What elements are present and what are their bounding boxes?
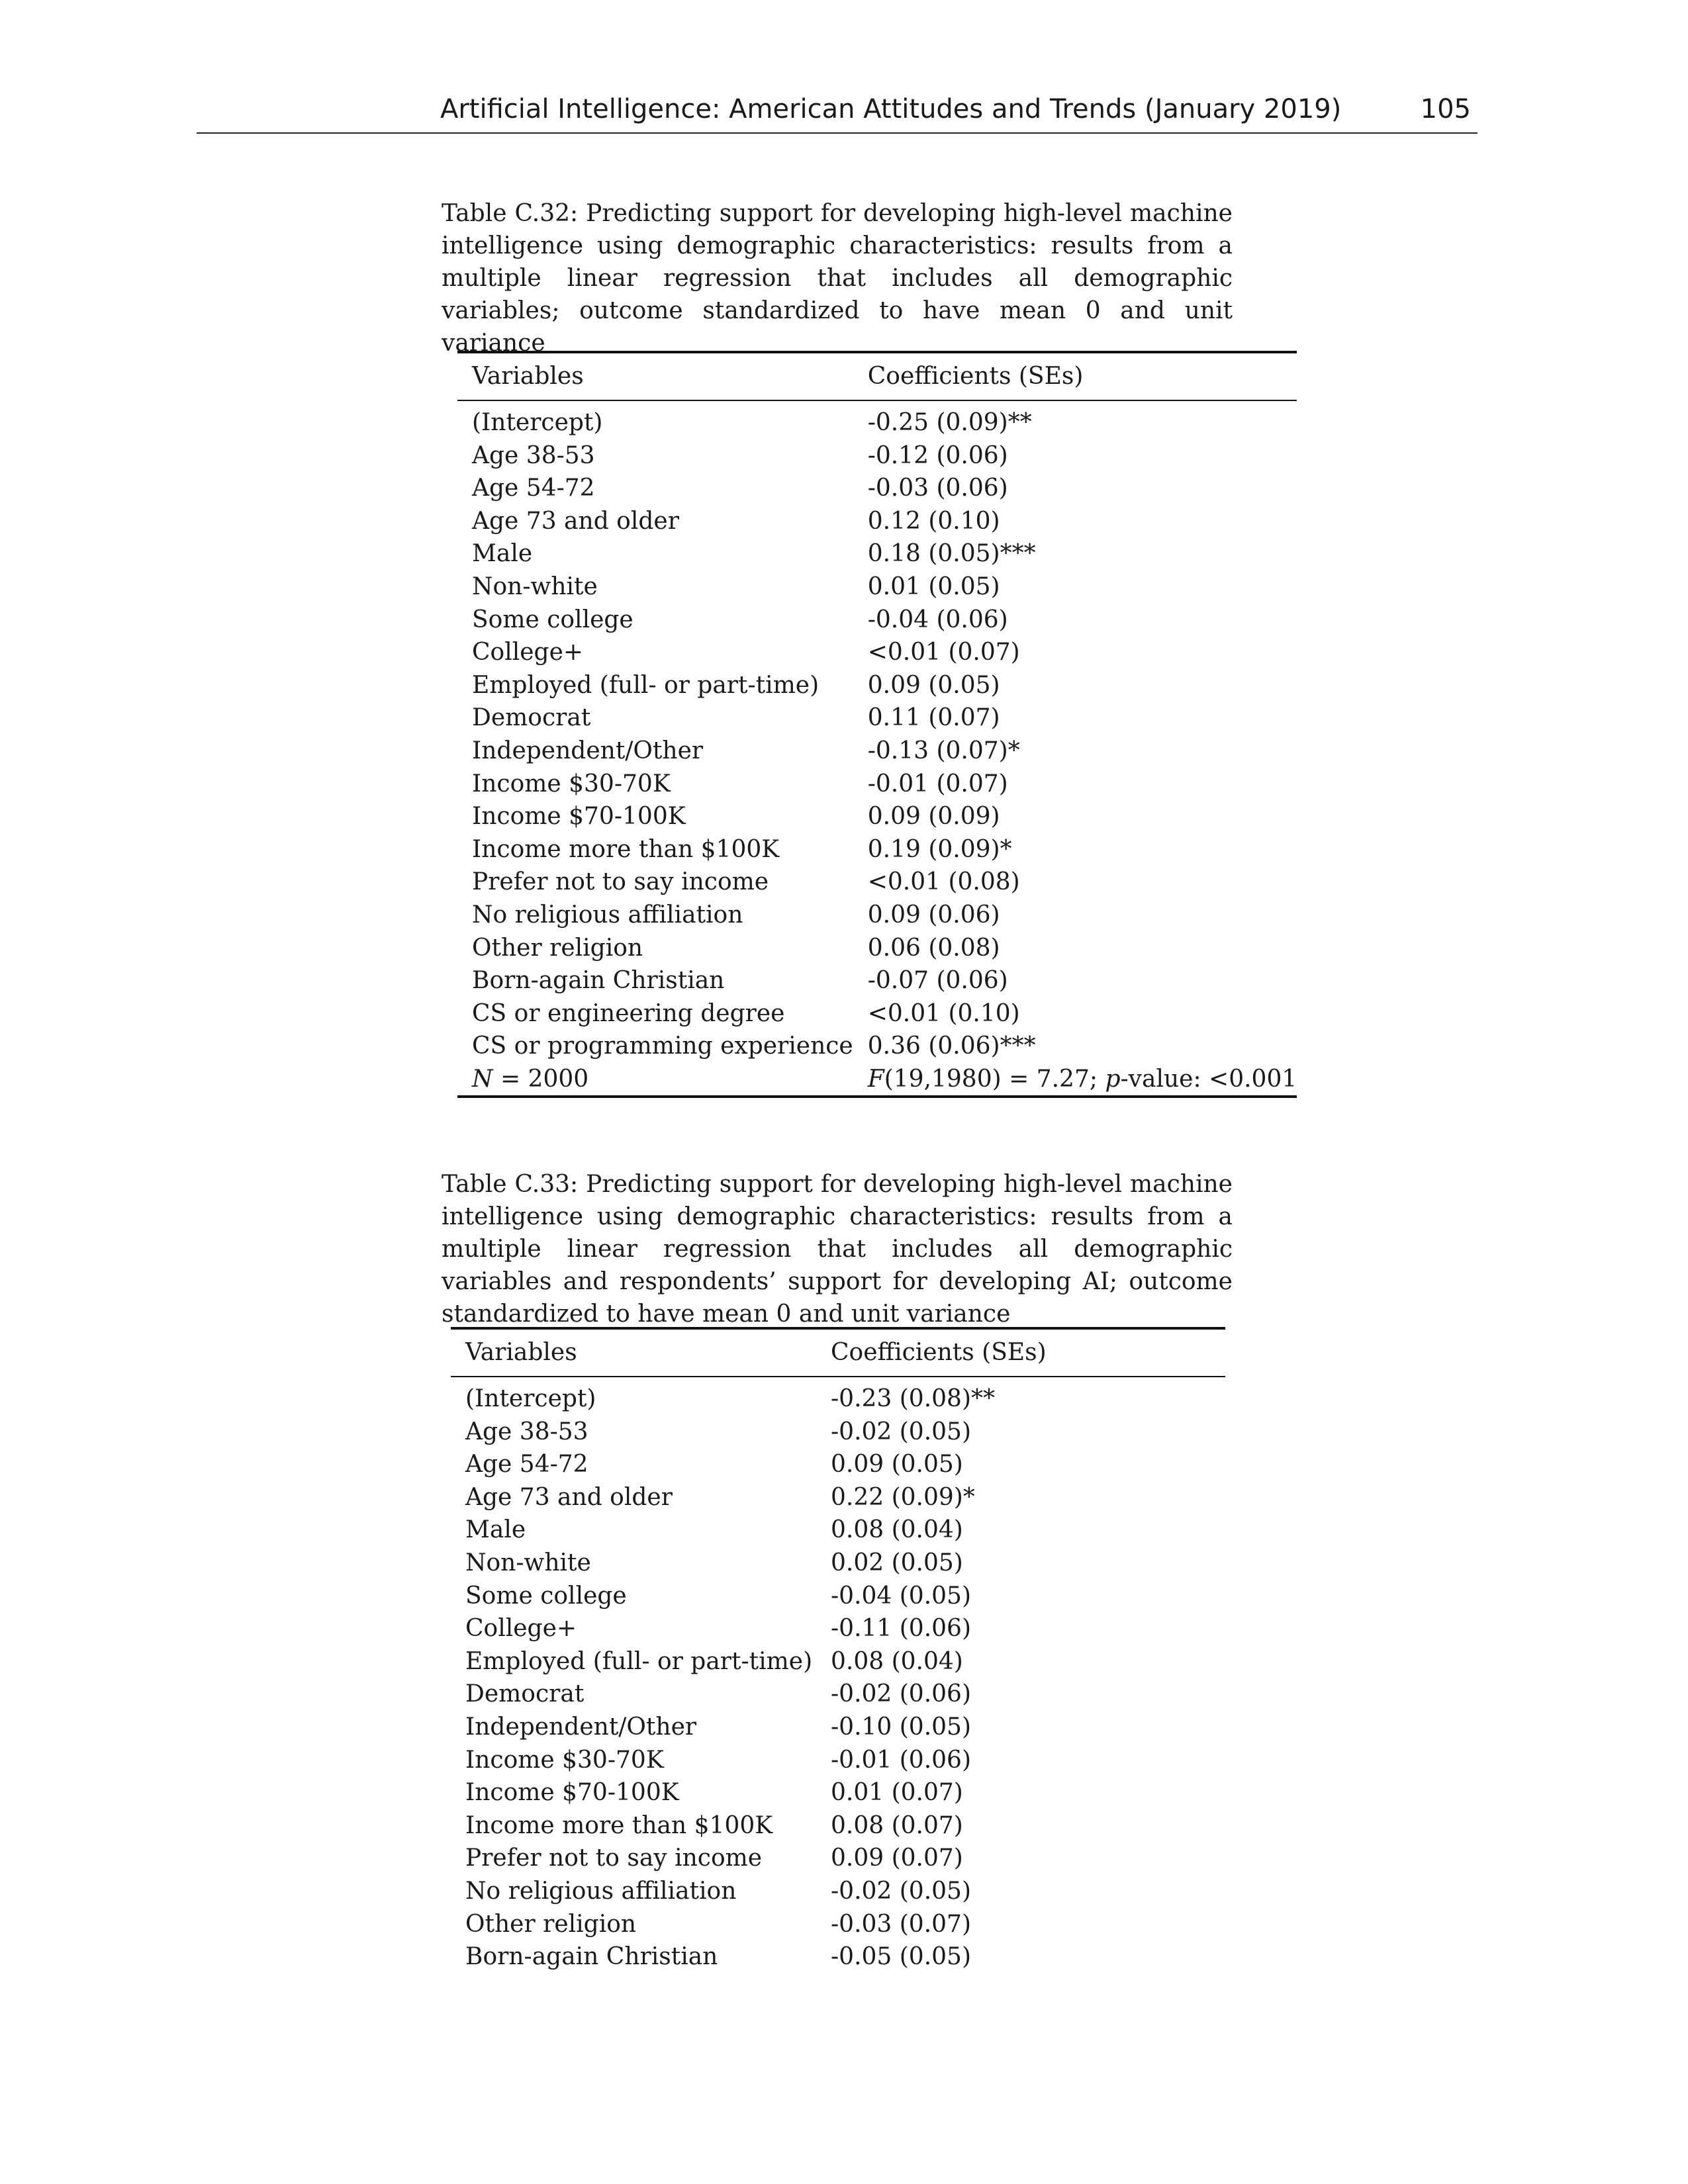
- table-row: [457, 768, 1297, 801]
- variable-cell: Income $70-100K: [465, 1779, 679, 1807]
- coefficient-cell: 0.09 (0.05): [831, 1451, 963, 1479]
- coefficient-cell: 0.11 (0.07): [867, 704, 1000, 732]
- table-header-row: [457, 352, 1297, 400]
- coefficient-cell: -0.03 (0.06): [867, 475, 1008, 502]
- variable-cell: CS or programming experience: [472, 1032, 853, 1060]
- table-row: [451, 1514, 1225, 1547]
- variable-cell: Born-again Christian: [472, 967, 725, 995]
- table-row: [451, 1481, 1225, 1514]
- variable-cell: (Intercept): [465, 1385, 596, 1412]
- column-header-variables: Variables: [465, 1339, 577, 1366]
- variable-cell: Age 73 and older: [472, 507, 679, 535]
- coefficient-cell: 0.09 (0.06): [867, 901, 1000, 929]
- coefficient-cell: -0.10 (0.05): [831, 1713, 972, 1741]
- n-symbol: N: [472, 1065, 493, 1093]
- table-row: [451, 1547, 1225, 1580]
- coefficient-cell: -0.12 (0.06): [867, 441, 1008, 469]
- variable-cell: Democrat: [465, 1680, 585, 1708]
- coefficient-cell: -0.01 (0.07): [867, 770, 1008, 797]
- coefficient-cell: -0.25 (0.09)**: [867, 409, 1032, 436]
- variable-cell: Income $70-100K: [472, 803, 686, 831]
- table-row: [457, 866, 1297, 899]
- coefficient-cell: 0.09 (0.05): [867, 671, 1000, 699]
- coefficient-cell: 0.22 (0.09)*: [831, 1483, 975, 1511]
- table-row: [457, 1030, 1297, 1063]
- variable-cell: Income more than $100K: [472, 835, 780, 863]
- coefficient-cell: 0.06 (0.08): [867, 934, 1000, 962]
- table-row: [451, 1612, 1225, 1645]
- coefficient-cell: -0.02 (0.06): [831, 1680, 972, 1708]
- table-c33-caption: Table C.33: Predicting support for developing high-level machine intelligence using demographic characteristics: results from a multiple linear regression that includes all demographic variables and respondents’ support for developing AI; outcome standardized to have mean 0 and unit variance: [442, 1171, 1233, 1328]
- coefficient-cell: -0.02 (0.05): [831, 1418, 972, 1445]
- table-row: [451, 1448, 1225, 1481]
- table-c33: [451, 1327, 1225, 1974]
- variable-cell: Age 73 and older: [465, 1483, 673, 1511]
- variable-cell: Age 54-72: [472, 475, 595, 502]
- table-row: [457, 669, 1297, 702]
- coefficient-cell: 0.01 (0.05): [867, 572, 1000, 600]
- table-row: [457, 833, 1297, 866]
- variable-cell: Male: [465, 1516, 526, 1544]
- coefficient-cell: -0.04 (0.06): [867, 606, 1008, 633]
- coefficient-cell: -0.01 (0.06): [831, 1746, 972, 1774]
- table-c32-caption: Table C.32: Predicting support for developing high-level machine intelligence using demographic characteristics: results from a multiple linear regression that includes all demographic variables; outcome standardized to have mean 0 and unit variance: [442, 200, 1233, 357]
- coefficient-cell: 0.12 (0.10): [867, 507, 1000, 535]
- table-row: [451, 1842, 1225, 1875]
- column-header-variables: Variables: [472, 363, 584, 390]
- f-symbol: F: [867, 1065, 884, 1093]
- table-row: [451, 1940, 1225, 1974]
- table-row: [457, 439, 1297, 473]
- coefficient-cell: -0.03 (0.07): [831, 1910, 972, 1938]
- variable-cell: Independent/Other: [472, 737, 704, 764]
- variable-cell: Income $30-70K: [465, 1746, 664, 1774]
- coefficient-cell: -0.23 (0.08)**: [831, 1385, 996, 1412]
- variable-cell: Non-white: [465, 1549, 591, 1576]
- variable-cell: College+: [472, 639, 584, 666]
- table-row: [451, 1744, 1225, 1777]
- table-row: [457, 537, 1297, 570]
- coefficient-cell: 0.09 (0.09): [867, 803, 1000, 831]
- coefficient-cell: -0.07 (0.06): [867, 967, 1008, 995]
- variable-cell: Other religion: [472, 934, 643, 962]
- table-row: [457, 735, 1297, 768]
- variable-cell: Age 54-72: [465, 1451, 588, 1479]
- table-row: [451, 1776, 1225, 1809]
- coefficient-cell: <0.01 (0.10): [867, 999, 1020, 1027]
- variable-cell: Prefer not to say income: [465, 1844, 763, 1872]
- coefficient-cell: 0.19 (0.09)*: [867, 835, 1012, 863]
- table-row: [457, 899, 1297, 932]
- table-row: [451, 1377, 1225, 1416]
- table-row: [451, 1416, 1225, 1449]
- table-row: [451, 1809, 1225, 1843]
- table-row: [457, 636, 1297, 669]
- table-row: [457, 932, 1297, 965]
- variable-cell: Born-again Christian: [465, 1943, 718, 1971]
- n-value: = 2000: [492, 1065, 589, 1093]
- variable-cell: No religious affiliation: [465, 1877, 737, 1905]
- variable-cell: No religious affiliation: [472, 901, 743, 929]
- coefficient-cell: -0.04 (0.05): [831, 1582, 972, 1610]
- table-row: [457, 604, 1297, 637]
- variable-cell: Independent/Other: [465, 1713, 697, 1741]
- coefficient-cell: -0.13 (0.07)*: [867, 737, 1020, 764]
- coefficient-cell: -0.11 (0.06): [831, 1615, 972, 1643]
- table-row: [451, 1875, 1225, 1908]
- variable-cell: College+: [465, 1615, 577, 1643]
- coefficient-cell: 0.36 (0.06)***: [867, 1032, 1036, 1060]
- variable-cell: Some college: [465, 1582, 627, 1610]
- coefficient-cell: 0.02 (0.05): [831, 1549, 963, 1576]
- variable-cell: CS or engineering degree: [472, 999, 785, 1027]
- model-stats-cell: [853, 1063, 1297, 1097]
- sample-size-cell: [457, 1063, 853, 1097]
- f-statistic: (19,1980) = 7.27;: [884, 1065, 1105, 1093]
- variable-cell: Some college: [472, 606, 633, 633]
- variable-cell: Income $30-70K: [472, 770, 671, 797]
- variable-cell: Employed (full- or part-time): [465, 1647, 813, 1675]
- page-number: 105: [1420, 94, 1471, 124]
- variable-cell: Income more than $100K: [465, 1811, 773, 1839]
- table-row: [451, 1908, 1225, 1941]
- coefficient-cell: 0.09 (0.07): [831, 1844, 963, 1872]
- column-header-coefficients: Coefficients (SEs): [867, 363, 1084, 390]
- coefficient-cell: <0.01 (0.08): [867, 868, 1020, 896]
- variable-cell: Non-white: [472, 572, 598, 600]
- coefficient-cell: -0.02 (0.05): [831, 1877, 972, 1905]
- table-row: [457, 997, 1297, 1030]
- table-row: [457, 570, 1297, 604]
- table-row: [451, 1580, 1225, 1613]
- coefficient-cell: 0.01 (0.07): [831, 1779, 963, 1807]
- variable-cell: Age 38-53: [465, 1418, 588, 1445]
- table-row: [457, 702, 1297, 735]
- table-row: [457, 400, 1297, 439]
- column-header-coefficients: Coefficients (SEs): [831, 1339, 1047, 1366]
- p-symbol: p: [1105, 1065, 1121, 1093]
- coefficient-cell: <0.01 (0.07): [867, 639, 1020, 666]
- variable-cell: Employed (full- or part-time): [472, 671, 820, 699]
- table-row: [457, 800, 1297, 833]
- variable-cell: Other religion: [465, 1910, 637, 1938]
- table-header-row: [451, 1328, 1225, 1377]
- table-row: [451, 1678, 1225, 1711]
- p-value: -value: <0.001: [1120, 1065, 1297, 1093]
- table-row: [451, 1645, 1225, 1678]
- running-title: Artificial Intelligence: American Attitudes and Trends (January 2019): [440, 94, 1342, 124]
- table-row: [451, 1711, 1225, 1744]
- coefficient-cell: -0.05 (0.05): [831, 1943, 972, 1971]
- variable-cell: (Intercept): [472, 409, 603, 436]
- variable-cell: Age 38-53: [472, 441, 595, 469]
- variable-cell: Male: [472, 540, 533, 568]
- coefficient-cell: 0.18 (0.05)***: [867, 540, 1036, 568]
- variable-cell: Prefer not to say income: [472, 868, 769, 896]
- coefficient-cell: 0.08 (0.07): [831, 1811, 963, 1839]
- table-row: [457, 472, 1297, 505]
- variable-cell: Democrat: [472, 704, 591, 732]
- table-c32: [457, 351, 1297, 1098]
- coefficient-cell: 0.08 (0.04): [831, 1647, 963, 1675]
- coefficient-cell: 0.08 (0.04): [831, 1516, 963, 1544]
- running-header: [197, 91, 1477, 134]
- table-row: [457, 964, 1297, 997]
- table-row: [457, 505, 1297, 538]
- table-footer-row: [457, 1063, 1297, 1097]
